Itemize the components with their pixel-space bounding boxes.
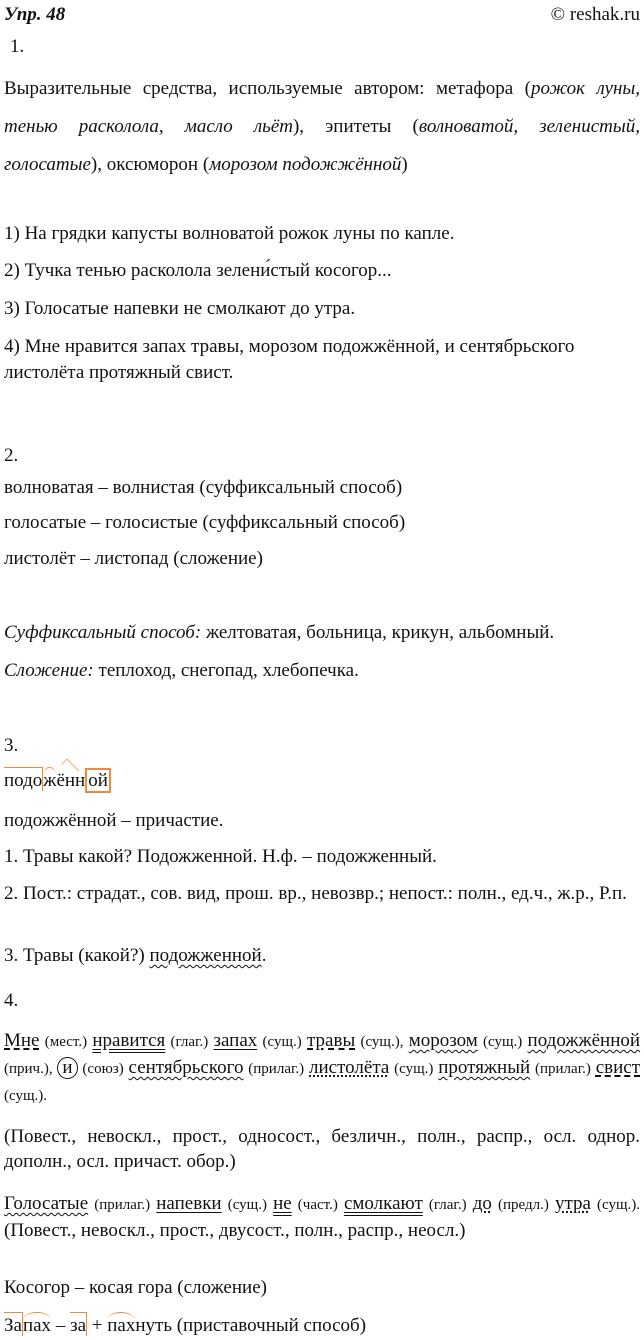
line-2: 2) Тучка тенью расколола зелени́стый косогор... xyxy=(4,260,392,281)
sentence-word: утра xyxy=(554,1193,591,1214)
pair-2: голосатые – голосистые (суффиксальный способ) xyxy=(4,512,406,533)
sentence-word: напевки xyxy=(156,1193,222,1214)
part-of-speech-label: (сущ.). xyxy=(4,1088,48,1104)
means-paragraph: Выразительные средства, используемые автором: метафора (рожок луны, тенью расколола, масло льёт), эпитеты (волноватой, зеленистый, голосатые), оксюморон (морозом подожжённой) xyxy=(4,78,641,175)
parse-2: 2. Пост.: страдат., сов. вид, прош. вр., невозвр.; непост.: полн., ед.ч., ж.р., Р.п. xyxy=(4,883,627,904)
part-of-speech-label: (сущ.), xyxy=(360,1034,404,1050)
part-of-speech-label: (глаг.) xyxy=(428,1197,467,1213)
sentence-word: не xyxy=(273,1193,292,1214)
sentence-2-parse xyxy=(4,1191,640,1243)
part-of-speech-label: (сущ.) xyxy=(483,1034,523,1050)
sentence-word: листолёта xyxy=(309,1057,390,1078)
sentence-word: протяжный xyxy=(438,1057,531,1078)
part-of-speech-label: (прилаг.) xyxy=(248,1061,305,1077)
part-of-speech-label: (сущ.) xyxy=(394,1061,434,1077)
part-of-speech-label: (прилаг.) xyxy=(94,1197,151,1213)
exercise-title: Упр. 48 xyxy=(4,4,66,25)
sentence-1-parse xyxy=(4,1028,640,1109)
sentence-word: нравится xyxy=(92,1030,166,1051)
sentence-word: запах xyxy=(213,1030,258,1051)
compound-examples: Сложение: теплоход, снегопад, хлебопечка. xyxy=(4,660,359,681)
sentence-word: до xyxy=(472,1193,492,1214)
part-of-speech-label: (прилаг.) xyxy=(535,1061,591,1077)
section-4-number: 4. xyxy=(4,990,19,1011)
parse-1: 1. Травы какой? Подожженной. Н.ф. – подожженный. xyxy=(4,846,437,867)
sentence-1-characteristics: (Повест., невоскл., прост., односост., безличн., полн., распр., осл. однор. дополн., осл. причаст. обор.) xyxy=(4,1126,640,1172)
pair-1: волноватая – волнистая (суффиксальный способ) xyxy=(4,477,403,498)
source-label: © reshak.ru xyxy=(550,4,640,25)
participle-line: подожжённой – причастие. xyxy=(4,810,224,831)
sentence-word: и xyxy=(57,1057,77,1079)
sentence-word: Мне xyxy=(4,1030,40,1051)
sentence-word: свист xyxy=(595,1057,641,1078)
sentence-word: морозом xyxy=(408,1030,478,1051)
part-of-speech-label: (прич.), xyxy=(4,1061,53,1077)
sentence-word: смолкают xyxy=(343,1193,423,1214)
part-of-speech-label: (мест.) xyxy=(44,1034,88,1050)
part-of-speech-label: (предл.) xyxy=(497,1197,549,1213)
section-1-number: 1. xyxy=(10,36,25,57)
line-4: 4) Мне нравится запах травы, морозом подожжённой, и сентябрьского листолёта протяжный свист. xyxy=(4,336,575,383)
part-of-speech-label: (сущ.). xyxy=(597,1197,641,1213)
part-of-speech-label: (сущ.) xyxy=(227,1197,267,1213)
morpheme-parse: подожённ ой xyxy=(4,768,640,794)
sentence-word: подожжённой xyxy=(527,1030,641,1051)
sentence-characteristics: (Повест., невоскл., прост., двусост., полн., распр., неосл.) xyxy=(4,1220,466,1241)
sentence-word: сентябрьского xyxy=(128,1057,244,1078)
part-of-speech-label: (сущ.) xyxy=(262,1034,302,1050)
zapakh-line: Запах – за + пахнуть (приставочный способ) xyxy=(4,1313,640,1339)
part-of-speech-label: (глаг.) xyxy=(170,1034,209,1050)
parse-3: 3. Травы (какой?) подожженной. xyxy=(4,945,267,966)
header xyxy=(4,2,640,28)
sentence-word: травы xyxy=(307,1030,356,1051)
pair-3: листолёт – листопад (сложение) xyxy=(4,548,263,569)
line-3: 3) Голосатые напевки не смолкают до утра. xyxy=(4,298,356,319)
line-1: 1) На грядки капусты волноватой рожок луны по капле. xyxy=(4,223,455,244)
sentence-word: Голосатые xyxy=(4,1193,89,1214)
kosogor-line: Косогор – косая гора (сложение) xyxy=(4,1277,267,1298)
section-3-number: 3. xyxy=(4,735,19,756)
part-of-speech-label: (союз) xyxy=(82,1061,124,1077)
part-of-speech-label: (част.) xyxy=(297,1197,338,1213)
section-2-number: 2. xyxy=(4,445,19,466)
suffix-examples: Суффиксальный способ: желтоватая, больница, крикун, альбомный. xyxy=(4,622,555,643)
